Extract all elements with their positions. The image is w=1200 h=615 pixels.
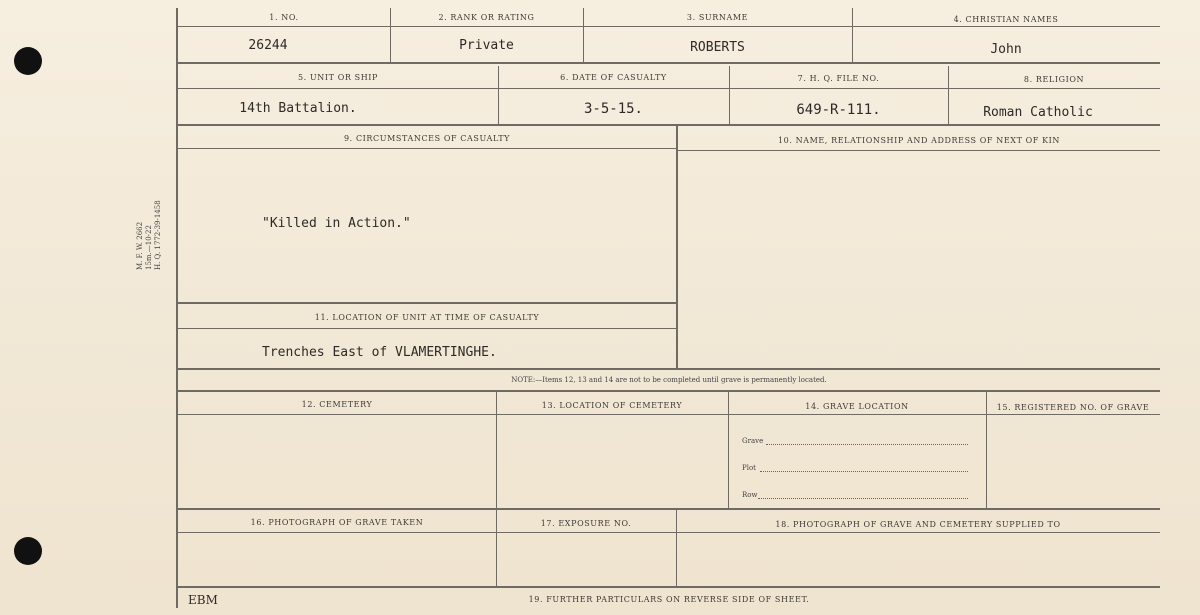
dotted-line <box>766 444 968 445</box>
value-christian-names: John <box>990 42 1022 57</box>
rule <box>178 62 1160 64</box>
value-file-no: 649-R-111. <box>796 102 881 118</box>
header-surname: 3. SURNAME <box>686 13 749 22</box>
label-plot: Plot <box>742 464 756 472</box>
label-grave: Grave <box>742 437 764 445</box>
rule <box>178 328 676 329</box>
punch-hole <box>14 47 42 75</box>
rule <box>178 586 1160 588</box>
value-surname: ROBERTS <box>690 40 745 55</box>
header-cemetery: 12. CEMETERY <box>301 400 373 409</box>
print-line: M. F. W. 2662 <box>136 221 144 270</box>
value-date: 3-5-15. <box>583 101 643 117</box>
header-religion: 8. RELIGION <box>1023 75 1085 84</box>
value-no: 26244 <box>248 38 288 53</box>
rule <box>178 26 1160 27</box>
divider <box>676 126 678 368</box>
rule <box>178 368 1160 370</box>
header-unit: 5. UNIT OR SHIP <box>297 73 379 82</box>
footer-initials: EBM <box>188 593 218 607</box>
print-line: 15m.—10-22 <box>145 225 153 270</box>
header-grave-location: 14. GRAVE LOCATION <box>805 402 909 411</box>
value-circumstances: "Killed in Action." <box>262 216 411 231</box>
rule <box>178 88 1160 89</box>
rule <box>678 150 1160 151</box>
header-photo-taken: 16. PHOTOGRAPH OF GRAVE TAKEN <box>250 518 424 527</box>
header-file-no: 7. H. Q. FILE NO. <box>797 74 880 83</box>
header-location-of-cemetery: 13. LOCATION OF CEMETERY <box>541 401 683 410</box>
rule <box>178 390 1160 392</box>
rule <box>178 148 676 149</box>
value-religion: Roman Catholic <box>983 105 1093 120</box>
header-rank: 2. RANK OR RATING <box>438 13 535 22</box>
rule <box>178 414 1160 415</box>
value-unit: 14th Battalion. <box>239 101 357 116</box>
header-next-of-kin: 10. NAME, RELATIONSHIP AND ADDRESS OF NEXT OF KIN <box>777 136 1061 145</box>
header-photo-supplied-to: 18. PHOTOGRAPH OF GRAVE AND CEMETERY SUPPLIED TO <box>775 520 1061 529</box>
rule <box>178 302 676 304</box>
dotted-line <box>758 498 968 499</box>
header-registered-no: 15. REGISTERED NO. OF GRAVE <box>996 403 1150 412</box>
rule <box>178 508 1160 510</box>
label-row: Row <box>742 491 758 499</box>
header-date: 6. DATE OF CASUALTY <box>560 73 667 82</box>
form-print-code <box>136 200 163 270</box>
header-christian-names: 4. CHRISTIAN NAMES <box>953 15 1059 24</box>
note: NOTE:—Items 12, 13 and 14 are not to be completed until grave is permanently located. <box>511 376 827 384</box>
footer-further-particulars: 19. FURTHER PARTICULARS ON REVERSE SIDE OF SHEET. <box>528 595 810 604</box>
rule <box>178 532 1160 533</box>
header-circumstances: 9. CIRCUMSTANCES OF CASUALTY <box>343 134 511 143</box>
print-line: H. Q. 1772-39-1458 <box>154 200 162 270</box>
dotted-line <box>760 471 968 472</box>
punch-hole <box>14 537 42 565</box>
header-exposure-no: 17. EXPOSURE NO. <box>540 519 632 528</box>
value-location-of-unit: Trenches East of VLAMERTINGHE. <box>262 345 497 360</box>
rule <box>178 124 1160 126</box>
header-no: 1. NO. <box>269 13 299 22</box>
value-rank: Private <box>459 38 514 53</box>
header-location-of-unit: 11. LOCATION OF UNIT AT TIME OF CASUALTY <box>314 313 540 322</box>
